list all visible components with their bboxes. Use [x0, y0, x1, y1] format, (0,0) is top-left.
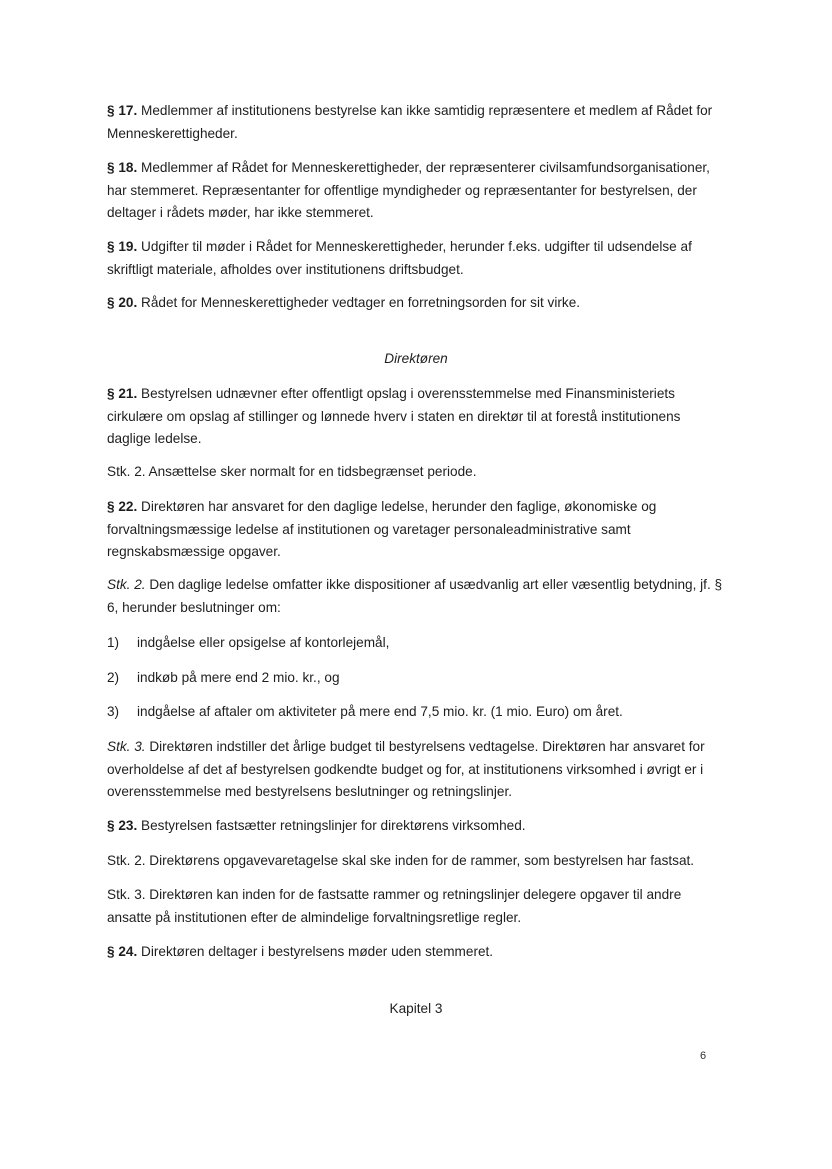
- section-text: Bestyrelsen udnævner efter offentligt opslag i overensstemmelse med Finansministeriets cirkulære om opslag af stillinger og lønnede hverv i staten en direktør til at forestå institutionens daglige ledelse.: [107, 386, 681, 446]
- section-number: § 23.: [107, 818, 138, 833]
- list-number: 3): [107, 704, 120, 719]
- paragraph-20: [107, 292, 727, 315]
- list-text: indkøb på mere end 2 mio. kr., og: [137, 670, 340, 685]
- list-text: indgåelse eller opsigelse af kontorlejemål,: [137, 635, 390, 650]
- paragraph-23: [107, 815, 727, 838]
- section-number: § 21.: [107, 386, 138, 401]
- list-item-2: [107, 667, 727, 690]
- stk-text: Den daglige ledelse omfatter ikke dispositioner af usædvanlig art eller væsentlig betydning, jf. § 6, herunder beslutninger om:: [107, 577, 723, 615]
- stk-text: Direktøren indstiller det årlige budget til bestyrelsens vedtagelse. Direktøren har ansvaret for overholdelse af det af bestyrelsen godkendte budget og for, at institutionens virksomhed i øvrigt er i overensstemmelse med bestyrelsens beslutninger og retningslinjer.: [107, 739, 705, 799]
- paragraph-23-stk2: Stk. 2. Direktørens opgavevaretagelse skal ske inden for de rammer, som bestyrelsen har fastsat.: [107, 853, 695, 868]
- section-number: § 19.: [107, 239, 138, 254]
- heading-kapitel-3: Kapitel 3: [389, 1001, 443, 1016]
- paragraph-22-stk3: [107, 736, 727, 804]
- paragraph-18: [107, 157, 727, 225]
- list-number: 1): [107, 635, 120, 650]
- section-text: Direktøren har ansvaret for den daglige ledelse, herunder den faglige, økonomiske og forvaltningsmæssige ledelse af institutionen og varetager personaleadministrative samt regnskabsmæssige opgaver.: [107, 499, 657, 559]
- section-text: Rådet for Menneskerettigheder vedtager en forretningsorden for sit virke.: [141, 295, 581, 310]
- paragraph-24: [107, 941, 727, 964]
- paragraph-21-stk2: Stk. 2. Ansættelse sker normalt for en tidsbegrænset periode.: [107, 464, 477, 479]
- list-item-3: [107, 701, 727, 724]
- section-number: § 18.: [107, 160, 138, 175]
- paragraph-17: [107, 100, 727, 145]
- section-number: § 17.: [107, 103, 138, 118]
- section-text: Direktøren deltager i bestyrelsens møder uden stemmeret.: [141, 944, 494, 959]
- section-text: Udgifter til møder i Rådet for Menneskerettigheder, herunder f.eks. udgifter til udsendelse af skriftligt materiale, afholdes over institutionens driftsbudget.: [107, 239, 692, 277]
- list-number: 2): [107, 670, 120, 685]
- section-text: Medlemmer af institutionens bestyrelse kan ikke samtidig repræsentere et medlem af Rådet for Menneskerettigheder.: [107, 103, 713, 141]
- stk-label: Stk. 2.: [107, 577, 146, 592]
- section-number: § 24.: [107, 944, 138, 959]
- paragraph-22-stk2: [107, 574, 727, 619]
- paragraph-22: [107, 496, 727, 564]
- section-text: Bestyrelsen fastsætter retningslinjer for direktørens virksomhed.: [141, 818, 526, 833]
- section-number: § 20.: [107, 295, 138, 310]
- section-text: Medlemmer af Rådet for Menneskerettigheder, der repræsenterer civilsamfundsorganisationer, har stemmeret. Repræsentanter for offentlige myndigheder og repræsentanter for bestyrelsen, der deltager i rådets møder, har ikke stemmeret.: [107, 160, 710, 220]
- list-item-1: [107, 632, 727, 655]
- heading-direktoren: Direktøren: [384, 351, 448, 366]
- paragraph-19: [107, 236, 727, 281]
- page-number: 6: [700, 1050, 707, 1062]
- list-text: indgåelse af aftaler om aktiviteter på mere end 7,5 mio. kr. (1 mio. Euro) om året.: [137, 704, 623, 719]
- stk-label: Stk. 3.: [107, 739, 146, 754]
- paragraph-21: [107, 383, 727, 451]
- paragraph-23-stk3: Stk. 3. Direktøren kan inden for de fastsatte rammer og retningslinjer delegere opgaver til andre ansatte på institutionen efter de almindelige forvaltningsretlige regler.: [107, 887, 682, 925]
- section-number: § 22.: [107, 499, 138, 514]
